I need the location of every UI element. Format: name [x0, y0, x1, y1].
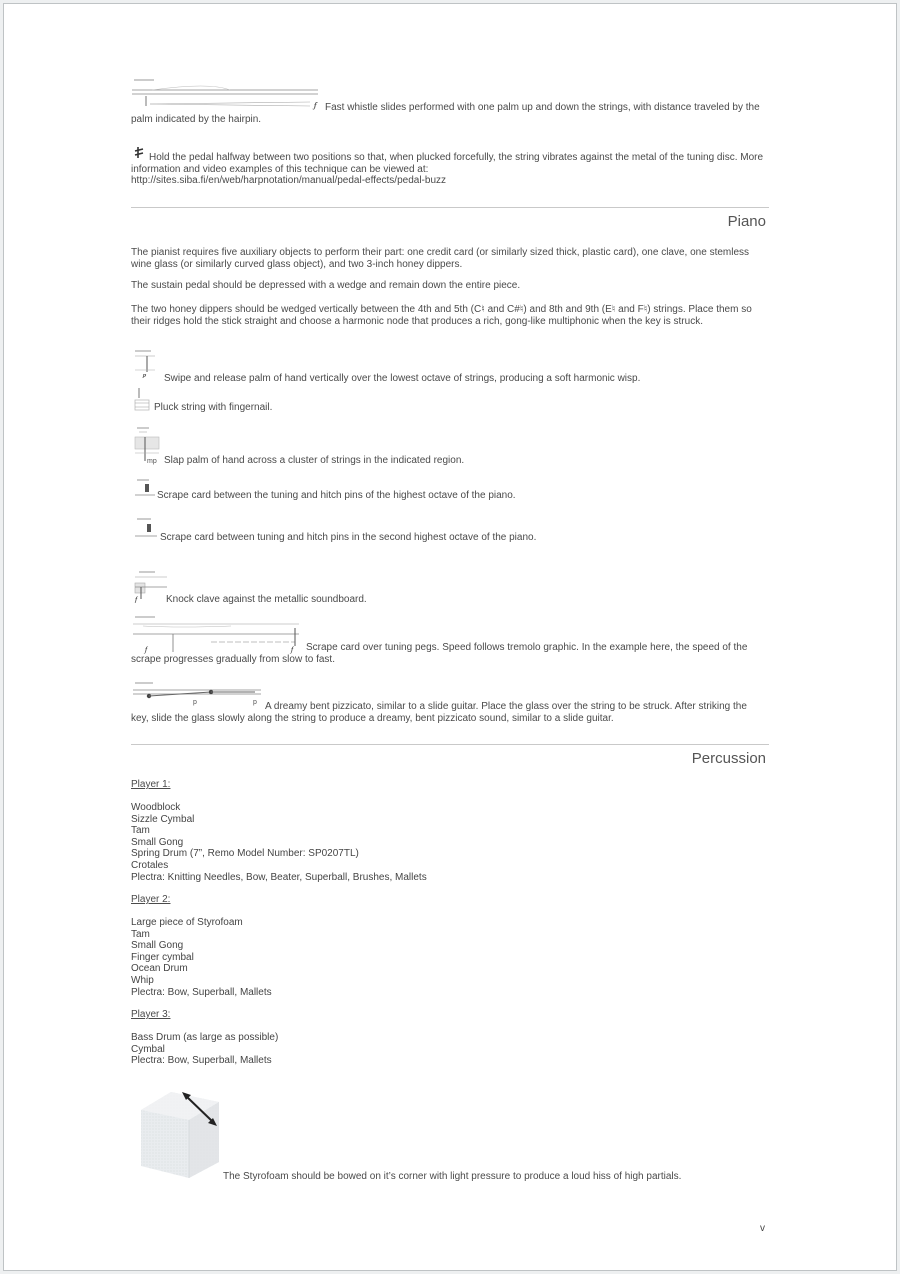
piano-dippers-paragraph: The two honey dippers should be wedged vertically between the 4th and 5th (C♮ and C#♮) and 8th and 9th (E♮ and F♮) strings. Place them so their ridges hold the stick straight and choose a harmonic node that produces a rich, gong-like multiphonic when the key is struck. — [131, 304, 752, 327]
card-scrape-high-notation — [133, 478, 157, 500]
svg-text:𝆏: 𝆏 — [143, 372, 147, 378]
percussion-section-title: Percussion — [691, 750, 766, 767]
list-item: Bass Drum (as large as possible) — [131, 1032, 279, 1043]
fingernail-pluck-notation — [133, 386, 153, 414]
technique-tuning-peg-scrape: Scrape card over tuning pegs. Speed follows tremolo graphic. In the example here, the speed of the scrape progresses gradually from slow to fast. — [131, 642, 748, 665]
list-item: Cymbal — [131, 1043, 165, 1055]
svg-text:p: p — [193, 699, 197, 706]
svg-text:𝆑: 𝆑 — [314, 101, 317, 110]
harmonic-wisp-notation — [133, 348, 159, 378]
list-item: Whip — [131, 974, 154, 986]
svg-text:p: p — [253, 699, 257, 706]
piano-sustain-paragraph: The sustain pedal should be depressed with a wedge and remain down the entire piece. — [131, 280, 521, 291]
list-item: Spring Drum (7”, Remo Model Number: SP0207TL) — [131, 848, 359, 860]
list-item: Finger cymbal — [131, 951, 194, 963]
document-page — [3, 3, 897, 1271]
list-item: Small Gong — [131, 836, 184, 848]
piano-section-title: Piano — [727, 213, 766, 230]
clave-knock-notation — [133, 569, 169, 603]
technique-fingernail: Pluck string with fingernail. — [154, 402, 273, 413]
technique-card-scrape-high: Scrape card between the tuning and hitch pins of the highest octave of the piano. — [157, 490, 516, 501]
list-item: Ocean Drum — [131, 963, 188, 975]
whistle-slide-description: Fast whistle slides performed with one palm up and down the strings, with distance traveled by the palm indicated by the hairpin. — [131, 102, 760, 125]
list-item: Large piece of Styrofoam — [131, 917, 243, 928]
technique-glass-slide: A dreamy bent pizzicato, similar to a slide guitar. Place the glass over the string to be struck. After striking the key, slide the glass slowly along the string to produce a dreamy, bent pizzicato sound, similar to a slide guitar. — [131, 701, 747, 724]
player-1-label: Player 1: — [131, 779, 171, 790]
list-item: Plectra: Bow, Superball, Mallets — [131, 1055, 272, 1067]
player-1-instrument-list — [131, 802, 427, 883]
list-item: Crotales — [131, 859, 169, 871]
technique-palm-slap: Slap palm of hand across a cluster of strings in the indicated region. — [164, 455, 465, 466]
svg-text:mp: mp — [147, 458, 157, 465]
player-3-label: Player 3: — [131, 1009, 171, 1020]
svg-text:𝆑: 𝆑 — [291, 647, 294, 654]
styrofoam-description: The Styrofoam should be bowed on it’s corner with light pressure to produce a loud hiss of high partials. — [223, 1171, 682, 1182]
svg-text:𝆑: 𝆑 — [145, 647, 148, 654]
list-item: Tam — [131, 825, 150, 837]
pedal-buzz-description: Hold the pedal halfway between two positions so that, when plucked forcefully, the string vibrates against the metal of the tuning disc. More information and video examples of this technique can be viewed at: — [131, 152, 764, 175]
player-2-instrument-list — [131, 917, 272, 998]
technique-clave-knock: Knock clave against the metallic soundboard. — [166, 594, 367, 605]
section-divider — [131, 207, 769, 208]
list-item: Plectra: Bow, Superball, Mallets — [131, 986, 272, 998]
styrofoam-bowing-image — [131, 1080, 223, 1180]
piano-intro-paragraph: The pianist requires five auxiliary objects to perform their part: one credit card (or similarly sized thick, plastic card), one clave, one stemless wine glass (or similarly curved glass object), and two 3-inch honey dippers. — [131, 247, 750, 270]
list-item: Plectra: Knitting Needles, Bow, Beater, Superball, Brushes, Mallets — [131, 871, 427, 883]
list-item: Woodblock — [131, 802, 181, 813]
svg-text:𝆑: 𝆑 — [135, 597, 138, 603]
player-3-instrument-list — [131, 1032, 278, 1067]
list-item: Small Gong — [131, 940, 184, 952]
section-divider — [131, 744, 769, 745]
technique-harmonic-wisp: Swipe and release palm of hand vertically over the lowest octave of strings, producing a soft harmonic wisp. — [164, 373, 641, 384]
card-scrape-second-notation — [133, 517, 159, 541]
pedal-buzz-link[interactable]: http://sites.siba.fi/en/web/harpnotation/manual/pedal-effects/pedal-buzz — [131, 175, 447, 186]
palm-slap-notation — [133, 425, 161, 465]
technique-card-scrape-second: Scrape card between tuning and hitch pins in the second highest octave of the piano. — [160, 532, 537, 543]
list-item: Sizzle Cymbal — [131, 813, 195, 825]
list-item: Tam — [131, 928, 150, 940]
player-2-label: Player 2: — [131, 894, 171, 905]
page-number: v — [760, 1223, 765, 1234]
